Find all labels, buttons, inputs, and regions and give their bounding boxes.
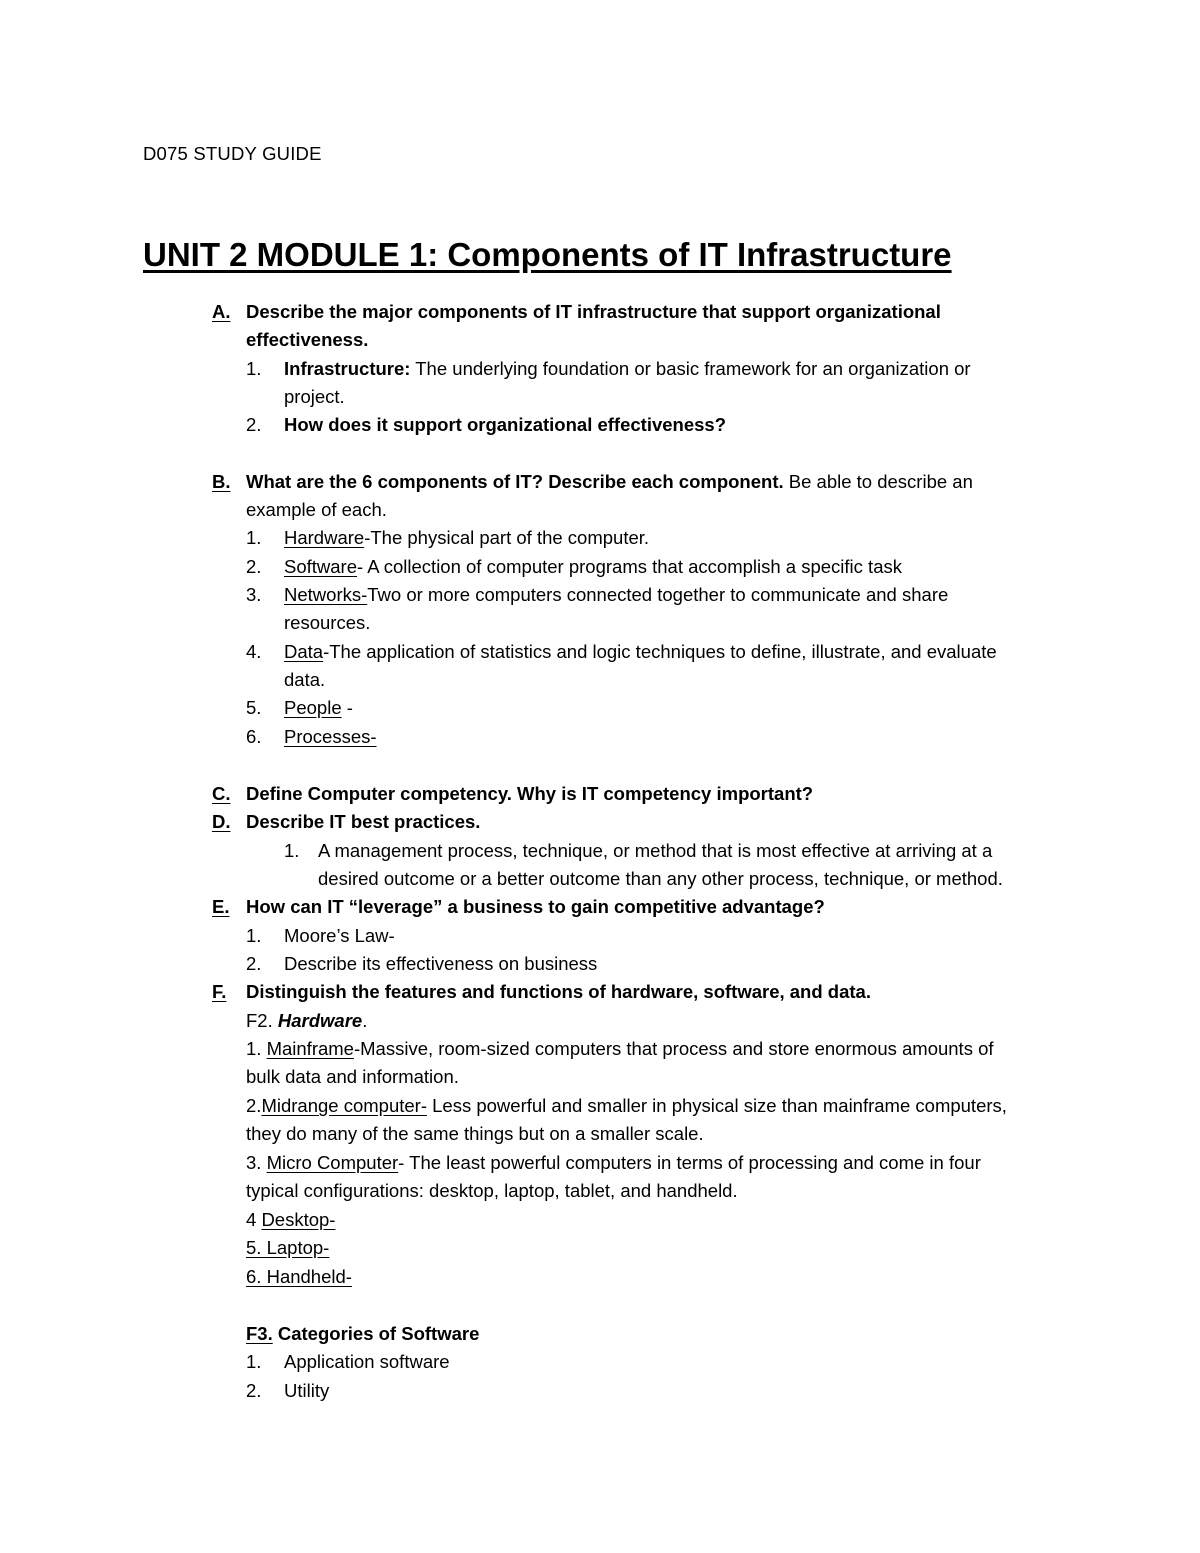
section-a-letter: A. [212,301,231,322]
item-number: 4. [246,641,262,662]
section-b-question-rest: Be able to describe an [783,471,973,492]
section-b-item-5 [246,694,353,722]
software-item-1 [246,1348,450,1376]
section-f-letter: F. [212,981,227,1002]
item-number: 1. [246,358,262,379]
section-a-question-line1: Describe the major components of IT infrastructure that support organizational [246,301,941,322]
item-number: 5. [246,697,262,718]
item-number: 6. [246,1266,262,1287]
term: People [284,697,342,718]
section-b-item-1 [246,524,649,552]
hardware-item-2-cont: they do many of the same things but on a smaller scale. [246,1123,704,1144]
f3-title: Categories of Software [272,1323,480,1344]
term: Data [284,641,324,662]
section-d-question [212,808,480,836]
section-b-item-3 [246,581,948,609]
item-text: A management process, technique, or method that is most effective at arriving at a [318,840,993,861]
f3-label: F3. [246,1323,273,1344]
item-number: 1. [284,840,300,861]
definition: The underlying foundation or basic framework for an organization or [410,358,971,379]
definition: - [341,697,353,718]
section-b-question-line2: example of each. [246,499,387,520]
section-a-item-1 [246,355,971,383]
term: Networks- [284,584,368,605]
hardware-item-4 [246,1206,335,1234]
item-number: 1. [246,527,262,548]
section-e-question [212,893,825,921]
item-number: 2. [246,953,262,974]
section-e-item-1 [246,922,395,950]
definition: Two or more computers connected together to communicate and share [367,584,949,605]
definition: -Massive, room-sized computers that process and store enormous amounts of [353,1038,994,1059]
f2-suffix: . [362,1010,368,1031]
section-c-question-text: Define Computer competency. Why is IT competency important? [246,783,814,804]
item-number: 3. [246,584,262,605]
f2-prefix: F2. [246,1010,278,1031]
hardware-item-6 [246,1263,352,1291]
item-text: Moore’s Law- [284,925,395,946]
section-b-letter: B. [212,471,231,492]
section-e-item-2 [246,950,597,978]
item-number: 6. [246,726,262,747]
item-number: 1. [246,925,262,946]
definition: - The least powerful computers in terms of processing and come in four [398,1152,981,1173]
item-number: 2. [246,1380,262,1401]
definition: Less powerful and smaller in physical size than mainframe computers, [426,1095,1007,1116]
hardware-item-3 [246,1149,981,1177]
term: Midrange computer- [261,1095,427,1116]
hardware-item-2 [246,1092,1007,1120]
term: Mainframe [266,1038,354,1059]
definition: -The application of statistics and logic techniques to define, illustrate, and evaluate [323,641,997,662]
item-number: 1. [246,1038,267,1059]
item-number: 5. [246,1237,262,1258]
term: Infrastructure: [284,358,411,379]
item-text: Utility [284,1380,330,1401]
question-text: How does it support organizational effectiveness? [284,414,727,435]
item-text: Application software [284,1351,450,1372]
section-b-item-4-cont: data. [284,669,326,690]
section-c-question [212,780,813,808]
section-e-letter: E. [212,896,230,917]
section-b-question [212,468,973,496]
section-d-item-1 [284,837,992,865]
f3-heading [246,1320,479,1348]
section-a-item-2 [246,411,726,439]
document-header: D075 STUDY GUIDE [143,143,322,164]
hardware-item-1-cont: bulk data and information. [246,1066,459,1087]
term: Handheld- [261,1266,352,1287]
section-d-letter: D. [212,811,231,832]
term: Laptop- [261,1237,330,1258]
section-f-question [212,978,871,1006]
section-a-question [212,298,941,326]
section-c-letter: C. [212,783,231,804]
section-b-item-3-cont: resources. [284,612,371,633]
section-b-question-bold: What are the 6 components of IT? Describe each component. [246,471,784,492]
section-b-item-4 [246,638,997,666]
hardware-item-3-cont: typical configurations: desktop, laptop, tablet, and handheld. [246,1180,738,1201]
section-a-question-line2: effectiveness. [246,329,369,350]
hardware-item-1 [246,1035,994,1063]
term: Software [284,556,358,577]
section-d-item-1-cont: desired outcome or a better outcome than any other process, technique, or method. [318,868,1003,889]
hardware-item-5 [246,1234,329,1262]
section-f-question-text: Distinguish the features and functions of hardware, software, and data. [246,981,871,1002]
term: Micro Computer [266,1152,399,1173]
section-a-item-1-cont: project. [284,386,345,407]
section-d-question-text: Describe IT best practices. [246,811,481,832]
item-number: 2. [246,556,262,577]
item-number: 2. [246,1095,262,1116]
item-number: 1. [246,1351,262,1372]
item-number: 2. [246,414,262,435]
section-b-item-6 [246,723,377,751]
f2-heading [246,1007,367,1035]
item-number: 3. [246,1152,267,1173]
software-item-2 [246,1377,329,1405]
page-title: UNIT 2 MODULE 1: Components of IT Infrastructure [143,236,952,273]
term: Desktop- [261,1209,336,1230]
item-number: 4 [246,1209,262,1230]
f2-term: Hardware [277,1010,363,1031]
term: Hardware [284,527,365,548]
item-text: Describe its effectiveness on business [284,953,598,974]
section-b-item-2 [246,553,902,581]
definition: -The physical part of the computer. [364,527,650,548]
section-e-question-text: How can IT “leverage” a business to gain competitive advantage? [246,896,825,917]
definition: - A collection of computer programs that accomplish a specific task [357,556,902,577]
term: Processes- [284,726,377,747]
